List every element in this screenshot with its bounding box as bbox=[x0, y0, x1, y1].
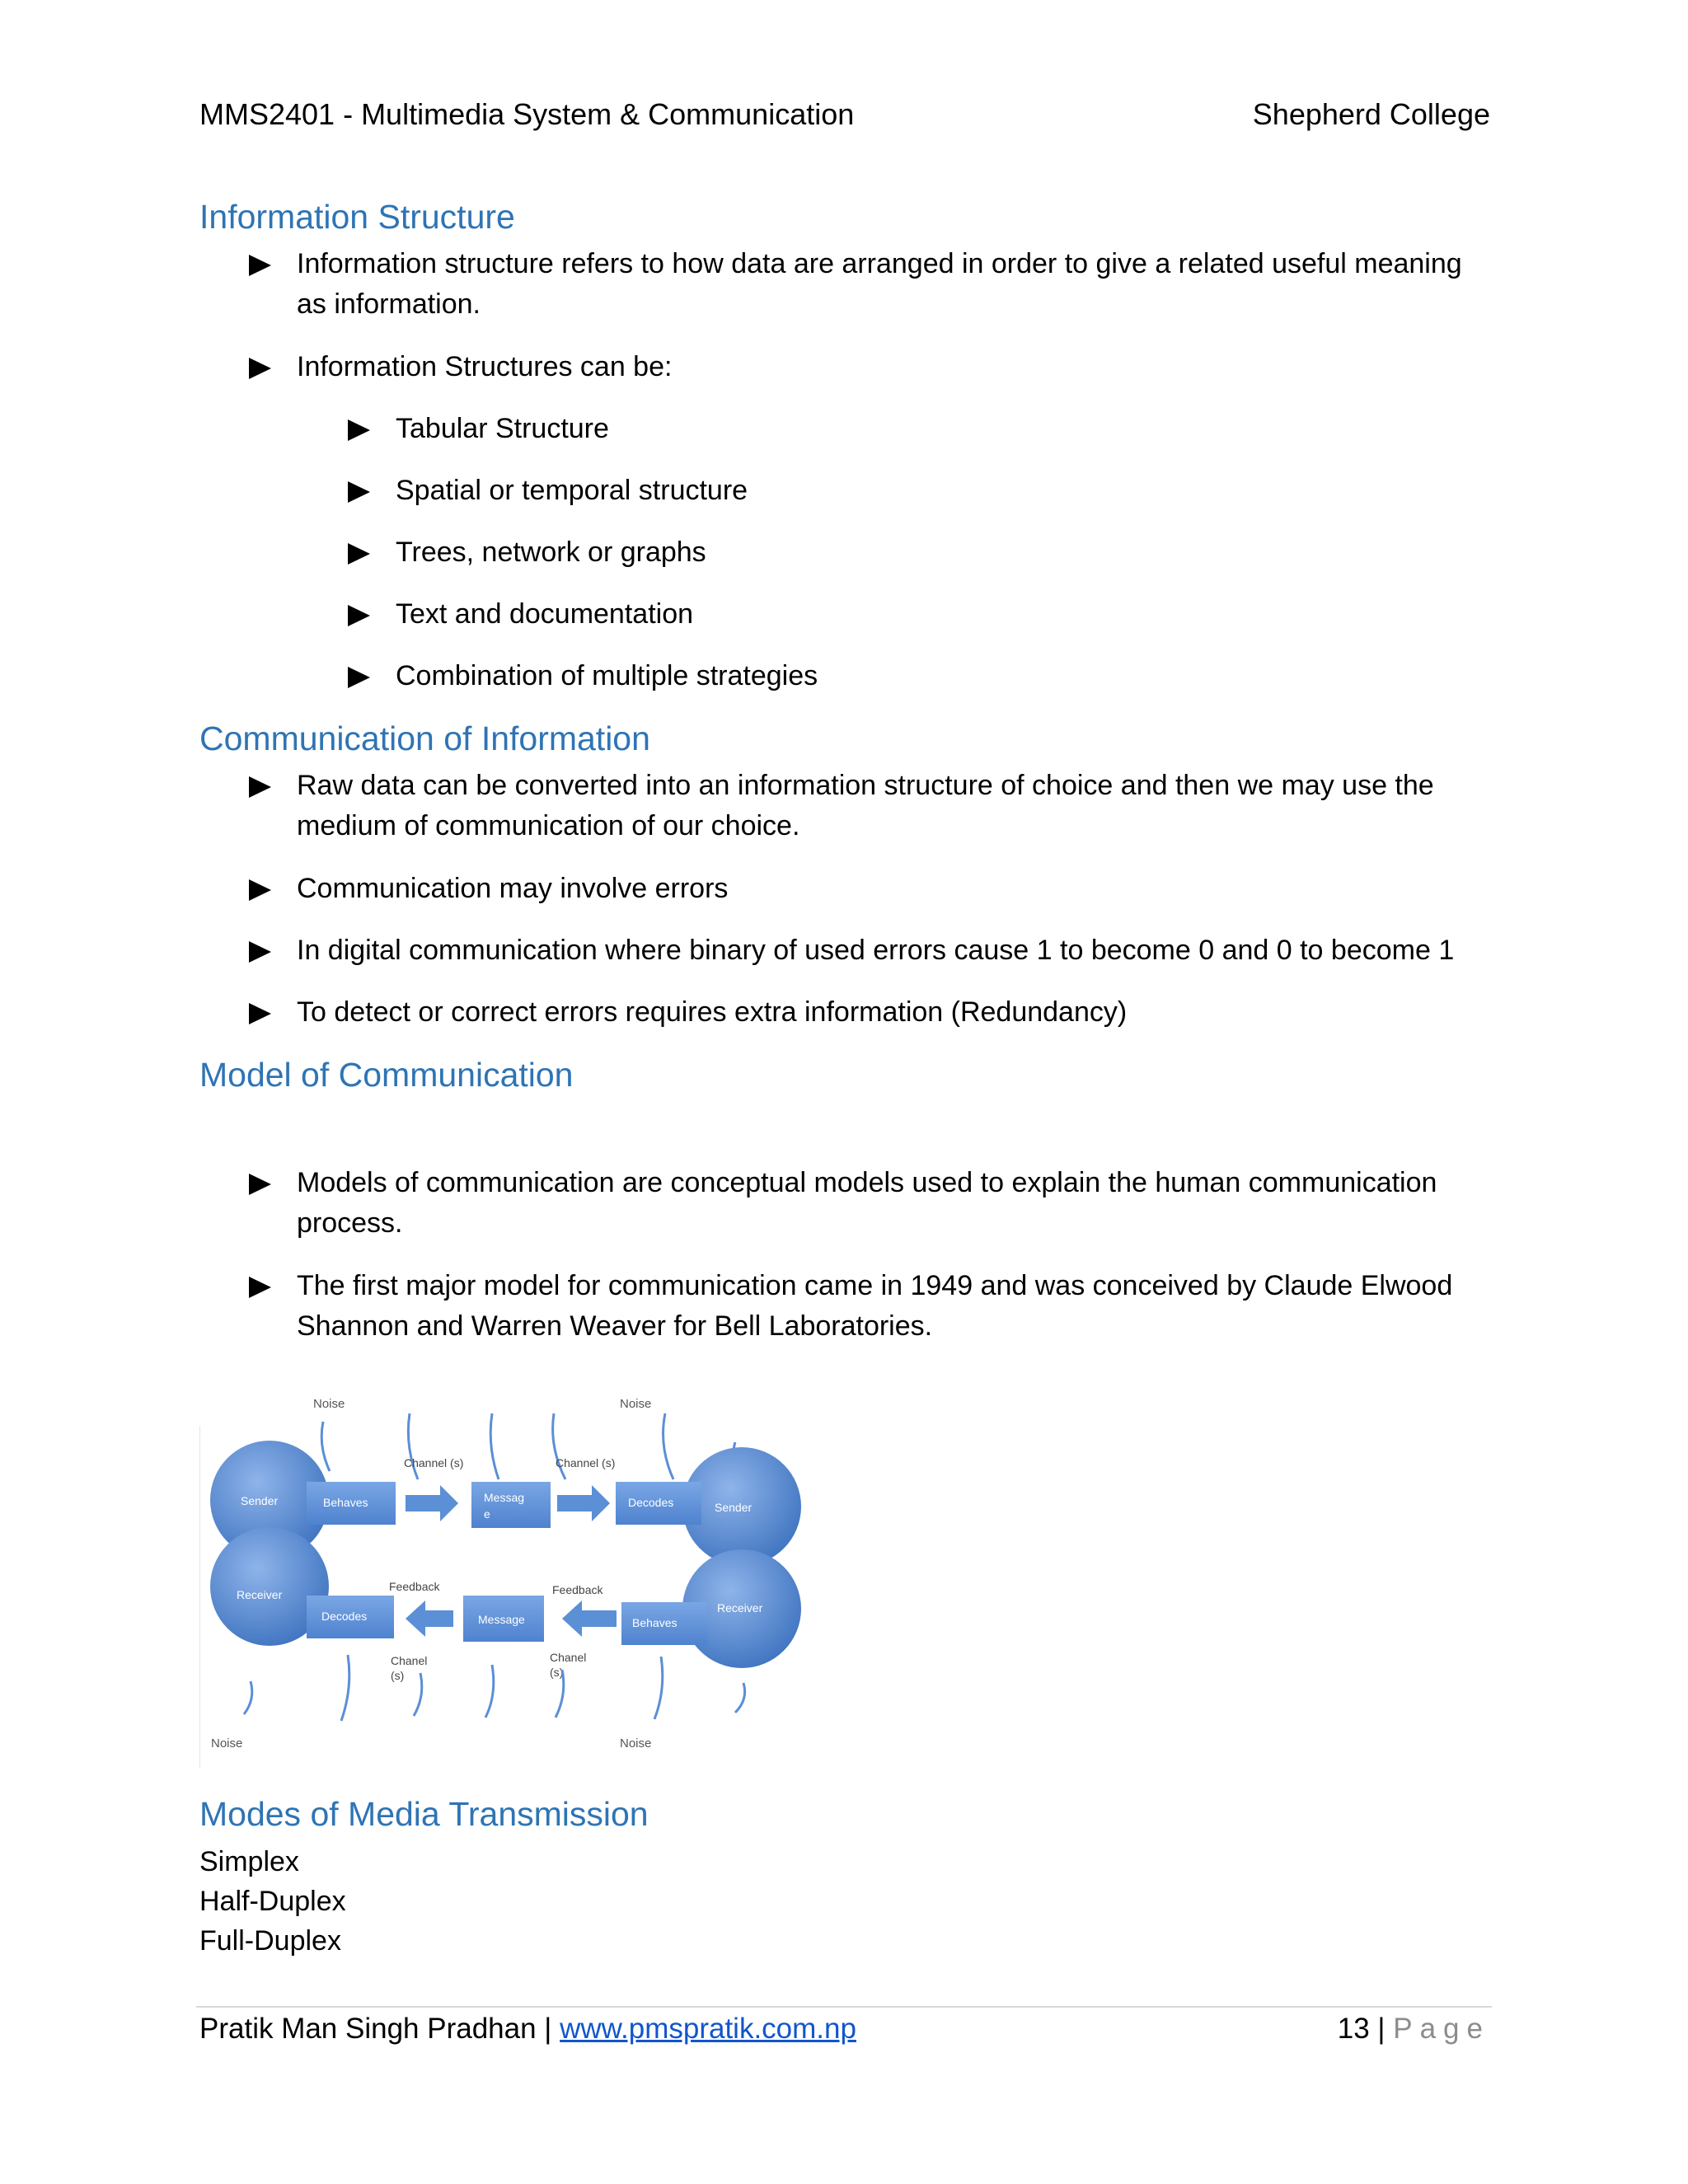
arrow-right-icon bbox=[557, 1485, 610, 1521]
course-title: MMS2401 - Multimedia System & Communication bbox=[199, 97, 855, 131]
page-footer bbox=[199, 2013, 1490, 2046]
heading-model-of-communication: Model of Communication bbox=[199, 1056, 574, 1094]
noise-lines-bottom bbox=[244, 1655, 745, 1721]
mode-full-duplex: Full-Duplex bbox=[199, 1925, 341, 1957]
noise-label: Noise bbox=[211, 1736, 243, 1750]
mode-half-duplex: Half-Duplex bbox=[199, 1886, 346, 1917]
noise-lines-top bbox=[268, 1413, 742, 1479]
list-item: Text and documentation bbox=[199, 594, 1490, 635]
college-name: Shepherd College bbox=[1252, 97, 1490, 131]
behaves-label: Behaves bbox=[632, 1616, 678, 1629]
page-header bbox=[199, 97, 1490, 132]
arrow-left-icon bbox=[406, 1601, 453, 1637]
heading-modes-of-media-transmission: Modes of Media Transmission bbox=[199, 1795, 649, 1833]
sender-label: Sender bbox=[715, 1501, 753, 1514]
noise-label: Noise bbox=[620, 1736, 652, 1750]
page-word: Page bbox=[1393, 2013, 1490, 2045]
channel-label: Channel (s) bbox=[404, 1456, 464, 1469]
decodes-label: Decodes bbox=[321, 1610, 368, 1623]
list-item: Trees, network or graphs bbox=[199, 532, 1490, 573]
bullet-arrow-icon bbox=[249, 1003, 271, 1024]
communication-model-diagram bbox=[199, 1393, 809, 1772]
chanel-label: Chanel bbox=[391, 1654, 428, 1667]
list-item: Information Structures can be: bbox=[199, 347, 1490, 387]
list-item: The first major model for communication came in 1949 and was conceived by Claude Elwood Shannon and Warren Weaver for Bell Laboratories. bbox=[199, 1266, 1490, 1347]
bullet-arrow-icon bbox=[249, 941, 271, 963]
decodes-label: Decodes bbox=[628, 1496, 674, 1509]
receiver-label: Receiver bbox=[237, 1588, 283, 1601]
channel-label: Channel (s) bbox=[556, 1456, 616, 1469]
heading-communication-of-information: Communication of Information bbox=[199, 719, 650, 757]
message-label: Message bbox=[478, 1613, 525, 1626]
heading-information-structure: Information Structure bbox=[199, 198, 515, 236]
bullet-arrow-icon bbox=[348, 605, 370, 626]
arrow-right-icon bbox=[406, 1485, 458, 1521]
message-box bbox=[471, 1482, 551, 1528]
list-item: Combination of multiple strategies bbox=[199, 656, 1490, 696]
list-item: In digital communication where binary of used errors cause 1 to become 0 and 0 to become 1 bbox=[199, 930, 1490, 971]
bullet-arrow-icon bbox=[249, 1174, 271, 1195]
model-list bbox=[199, 1163, 1490, 1347]
message-label: Messag bbox=[484, 1491, 525, 1504]
bullet-arrow-icon bbox=[249, 879, 271, 901]
behaves-label: Behaves bbox=[323, 1496, 368, 1509]
message-label: e bbox=[484, 1507, 490, 1521]
mode-simplex: Simplex bbox=[199, 1846, 299, 1877]
noise-label: Noise bbox=[620, 1397, 652, 1411]
bullet-arrow-icon bbox=[249, 1277, 271, 1298]
bullet-arrow-icon bbox=[348, 667, 370, 688]
feedback-label: Feedback bbox=[552, 1583, 603, 1596]
info-structure-list bbox=[199, 244, 1490, 696]
sender-label: Sender bbox=[241, 1494, 279, 1507]
arrow-left-icon bbox=[562, 1601, 617, 1637]
bullet-arrow-icon bbox=[348, 419, 370, 441]
footer-divider bbox=[196, 2006, 1492, 2008]
bullet-arrow-icon bbox=[249, 255, 271, 276]
footer-website-link[interactable]: www.pmspratik.com.np bbox=[560, 2013, 856, 2045]
bullet-arrow-icon bbox=[249, 776, 271, 798]
list-item: Communication may involve errors bbox=[199, 869, 1490, 909]
page-number: 13 | bbox=[1337, 2013, 1386, 2045]
list-item: Information structure refers to how data are arranged in order to give a related useful meaning as information. bbox=[199, 244, 1490, 325]
bullet-arrow-icon bbox=[249, 358, 271, 379]
list-item: Spatial or temporal structure bbox=[199, 471, 1490, 511]
feedback-label: Feedback bbox=[389, 1580, 440, 1593]
list-item: Models of communication are conceptual models used to explain the human communication process. bbox=[199, 1163, 1490, 1244]
comm-info-list bbox=[199, 766, 1490, 1033]
bullet-arrow-icon bbox=[348, 481, 370, 503]
list-item: To detect or correct errors requires extra information (Redundancy) bbox=[199, 992, 1490, 1033]
footer-page-block bbox=[1338, 2013, 1490, 2046]
noise-label: Noise bbox=[313, 1397, 345, 1411]
list-item: Tabular Structure bbox=[199, 409, 1490, 449]
chanel-label: (s) bbox=[550, 1666, 564, 1679]
list-item: Raw data can be converted into an information structure of choice and then we may use the medium of communication of our choice. bbox=[199, 766, 1490, 846]
chanel-label: Chanel bbox=[550, 1651, 587, 1664]
footer-author-block bbox=[199, 2013, 856, 2046]
bullet-arrow-icon bbox=[348, 543, 370, 565]
footer-author: Pratik Man Singh Pradhan | bbox=[199, 2013, 552, 2045]
receiver-label: Receiver bbox=[717, 1601, 763, 1615]
chanel-label: (s) bbox=[391, 1669, 405, 1682]
